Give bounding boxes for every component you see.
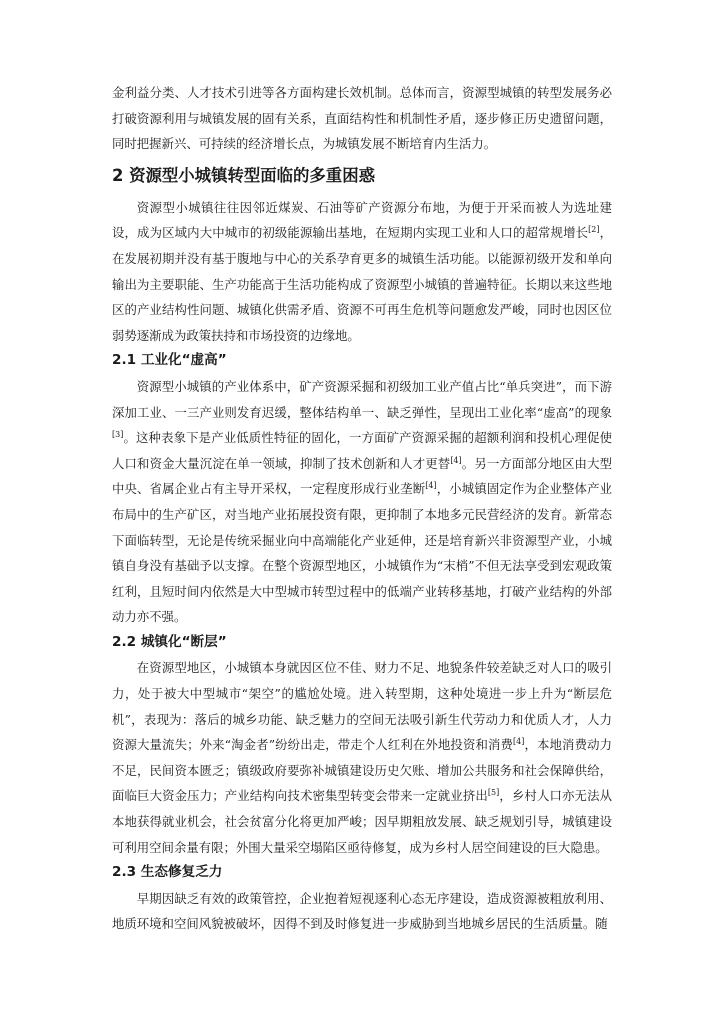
section-2-2-paragraph: [112, 655, 612, 860]
text-run: ，小城镇固定作为企业整体产业布局中的生产矿区，对当地产业拓展投资有限，更抑制了本地多元民营经济的发育。新常态下面临转型，无论是传统采掘业向中高端能化产业延伸，还是培育新兴非资源型产业，小城镇自身没有基础予以支撑。在整个资源型地区，小城镇作为“末梢”不但无法享受到宏观政策红利，且短时间内依然是大中型城市转型过程中的低端产业转移基地，打破产业结构的外部动力亦不强。: [112, 481, 613, 625]
section-2-3-paragraph: 早期因缺乏有效的政策管控，企业抱着短视逐利心态无序建设，造成资源被粗放利用、地质环境和空间风貌被破坏，因得不到及时修复进一步威胁到当地城乡居民的生活质量。随: [112, 890, 612, 932]
section-2-2-heading: 2.2 城镇化“断层”: [112, 633, 227, 650]
text-run: 。另一方面部分地区由大型中央、省属企业占有主导开采权，一定程度形成行业垄断: [112, 455, 613, 497]
citation: [2]: [588, 225, 600, 235]
citation: [5]: [487, 788, 500, 798]
text-run: 资源型小城镇往往因邻近煤炭、石油等矿产资源分布地，为便于开采而被人为选址建设，成为区域内大中城市的初级能源输出基地，在短期内实现工业和人口的超常规增长: [112, 199, 612, 241]
document-page: [112, 80, 612, 937]
text-run: 。这种表象下是产业低质性特征的固化，一方面矿产资源采掘的超额利润和投机心理促使人口和资金大量沉淀在单一领域，抑制了技术创新和人才更替: [112, 430, 612, 471]
text-run: ，本地消费动力不足，民间资本匮乏；镇级政府要弥补城镇建设历史欠账、增加公共服务和社会保障供给，面临巨大资金压力；产业结构向技术密集型转变会带来一定就业挤出: [112, 737, 613, 804]
text-run: 资源型小城镇的产业体系中，矿产资源采掘和初级加工业产值占比“单兵突进”，而下游深加工业、一三产业则发育迟缓，整体结构单一、缺乏弹性，呈现出工业化率“虚高”的现象: [112, 378, 612, 420]
citation: [3]: [112, 430, 124, 440]
section-2-3-heading: 2.3 生态修复乏力: [112, 864, 223, 881]
section-2-1-paragraph: [112, 374, 612, 630]
citation: [4]: [513, 737, 525, 747]
section-2-heading: 2 资源型小城镇转型面临的多重困惑: [112, 165, 375, 185]
text-run: 在资源型地区，小城镇本身就因区位不佳、财力不足、地貌条件较差缺乏对人口的吸引力，处于被大中型城市“架空”的尴尬处境。进入转型期，这种处境进一步上升为“断层危机”，表现为：落后的城乡功能、缺乏魅力的空间无法吸引新生代劳动力和优质人才，人力资源大量流失；外来“淘金者”纷纷出走，带走个人红利在外地投资和消费: [112, 660, 612, 753]
text-run: ，乡村人口亦无法从本地获得就业机会，社会贫富分化将更加严峻；因早期粗放发展、缺乏规划引导，城镇建设可利用空间余量有限；外围大量采空塌陷区亟待修复，成为乡村人居空间建设的巨大隐患。: [112, 788, 613, 855]
citation: [4]: [450, 455, 462, 465]
text-run: ，在发展初期并没有基于腹地与中心的关系孕育更多的城镇生活功能。以能源初级开发和单向输出为主要职能、生产功能高于生活功能构成了资源型小城镇的普遍特征。长期以来这些地区的产业结构性问题、城镇化供需矛盾、资源不可再生危机等问题愈发严峻，同时也因区位弱势逐渐成为政策扶持和市场投资的边缘地。: [112, 225, 613, 343]
intro-paragraph: 金利益分类、人才技术引进等各方面构建长效机制。总体而言，资源型城镇的转型发展务必打破资源利用与城镇发展的固有关系，直面结构性和机制性矛盾，逐步修正历史遗留问题，同时把握新兴、可持续的经济增长点，为城镇发展不断培育内生活力。: [112, 85, 612, 152]
citation: [4]: [425, 481, 437, 491]
section-2-1-heading: 2.1 工业化“虚高”: [112, 352, 227, 369]
section-2-paragraph: [112, 195, 612, 349]
